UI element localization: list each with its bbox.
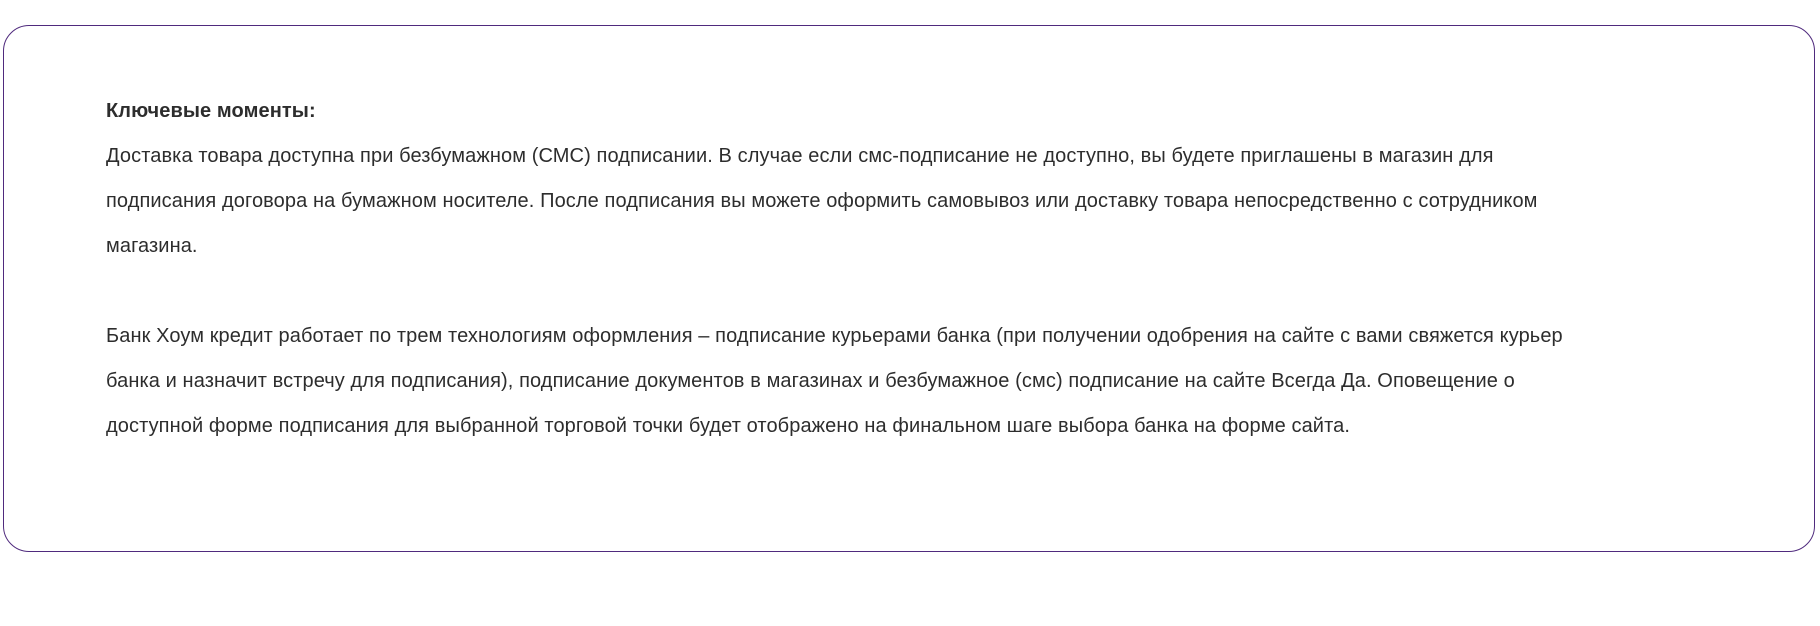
card-content — [4, 26, 1671, 449]
bank-info-paragraph: Банк Хоум кредит работает по трем технологиям оформления – подписание курьерами банка (при получении одобрения на сайте с вами свяжется курьер банка и назначит встречу для подписания), подписание документов в магазинах и безбумажное (смс) подписание на сайте Всегда Да. Оповещение о доступной форме подписания для выбранной торговой точки будет отображено на финальном шаге выбора банка на форме сайта. — [106, 325, 1563, 437]
key-points-card — [3, 25, 1815, 552]
text-block — [106, 89, 1571, 449]
key-points-heading: Ключевые моменты: — [106, 100, 316, 122]
delivery-info-paragraph: Доставка товара доступна при безбумажном (СМС) подписании. В случае если смс-подписание не доступно, вы будете приглашены в магазин для подписания договора на бумажном носителе. После подписания вы можете оформить самовывоз или доставку товара непосредственно с сотрудником магазина. — [106, 145, 1538, 257]
